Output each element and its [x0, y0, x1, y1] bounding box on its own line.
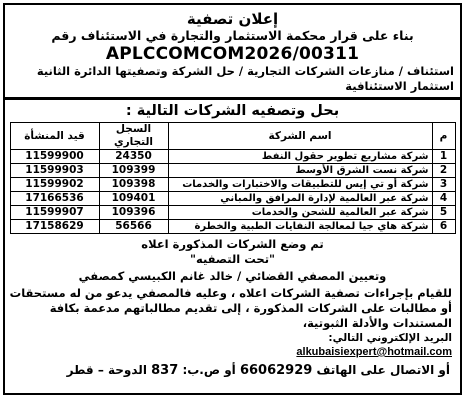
row-commercial-register: 109401 — [99, 192, 168, 206]
header-company-name: اسم الشركة — [168, 123, 432, 150]
po-box-label: أو ص.ب: — [182, 363, 236, 377]
email-link[interactable]: alkubaisiexpert@hotmail.com — [296, 346, 452, 358]
row-company-name: شركة عبر العالمية للشحن والخدمات — [168, 206, 432, 220]
row-commercial-register: 109396 — [99, 206, 168, 220]
email-line — [5, 331, 460, 345]
row-establishment-id: 11599903 — [10, 164, 99, 178]
table-row — [10, 178, 455, 192]
row-commercial-register: 56566 — [99, 220, 168, 234]
table-row — [10, 192, 455, 206]
row-company-name: شركة هاي جيا لمعالجة النفايات الطبية والخطرة — [168, 220, 432, 234]
phone-number: 66062929 — [239, 363, 313, 378]
table-row — [10, 164, 455, 178]
section-title: بحل وتصفيه الشركات التالية : — [125, 103, 340, 119]
email-label: البريد الإلكتروني التالي: — [328, 332, 452, 344]
row-no: 5 — [432, 206, 455, 220]
row-no: 3 — [432, 178, 455, 192]
row-no: 4 — [432, 192, 455, 206]
table-row — [10, 220, 455, 234]
contact-line — [5, 362, 460, 379]
table-row — [10, 150, 455, 164]
notice-title: إعلان تصفية — [186, 10, 279, 28]
notice-line-1: تم وضع الشركات المذكورة اعلاه — [141, 237, 324, 251]
row-establishment-id: 11599902 — [10, 178, 99, 192]
table-row — [10, 206, 455, 220]
row-commercial-register: 24350 — [99, 150, 168, 164]
row-no: 6 — [432, 220, 455, 234]
notice-page — [3, 3, 462, 395]
header-no: م — [432, 123, 455, 150]
row-company-name: شركة عبر العالمية لإدارة المرافق والمباني — [168, 192, 432, 206]
row-no: 1 — [432, 150, 455, 164]
appeal-description: استئناف / منازعات الشركات التجارية / حل الشركة وتصفيتها الدائرة الثانية استثمار الاستئنافية — [36, 64, 454, 93]
row-establishment-id: 17158629 — [10, 220, 99, 234]
case-number: APLCCOMCOM2026/00311 — [105, 44, 360, 64]
court-decision-line: بناء على قرار محكمة الاستثمار والتجارة في الاستئناف رقم — [51, 28, 414, 43]
city: الدوحة – قطر — [66, 363, 147, 377]
row-commercial-register: 109398 — [99, 178, 168, 192]
body-paragraph: للقيام بإجراءات تصفية الشركات اعلاه ، وعليه فالمصفي يدعو من له مستحقات أو مطالبات على الشركات المذكورة ، إلى تقديم مطالباتهم مدعمة بكافة المستندات والأدلة الثبوتية، — [9, 286, 452, 330]
liquidator-line: وتعيين المصفي القضائي / خالد غانم الكبيسي كمصفي — [78, 269, 387, 283]
po-box-number: 837 — [151, 363, 179, 378]
row-establishment-id: 11599900 — [10, 150, 99, 164]
companies-table — [10, 122, 456, 234]
row-company-name: شركة مشاريع تطوير حقول النفط — [168, 150, 432, 164]
divider — [5, 97, 460, 100]
row-establishment-id: 17166536 — [10, 192, 99, 206]
contact-prefix: أو الاتصال على الهاتف — [316, 363, 450, 377]
header-establishment-id: قيد المنشأة — [10, 123, 99, 150]
row-company-name: شركة أو تي إيس للتطبيقات والاختبارات والخدمات — [168, 178, 432, 192]
header-commercial-register: السجل التجاري — [99, 123, 168, 150]
row-company-name: شركة نست الشرق الأوسط — [168, 164, 432, 178]
row-no: 2 — [432, 164, 455, 178]
row-establishment-id: 11599907 — [10, 206, 99, 220]
email-address-line — [5, 345, 460, 359]
table-header-row — [10, 123, 455, 150]
notice-line-2: "تحت التصفيه" — [190, 252, 275, 266]
row-commercial-register: 109399 — [99, 164, 168, 178]
